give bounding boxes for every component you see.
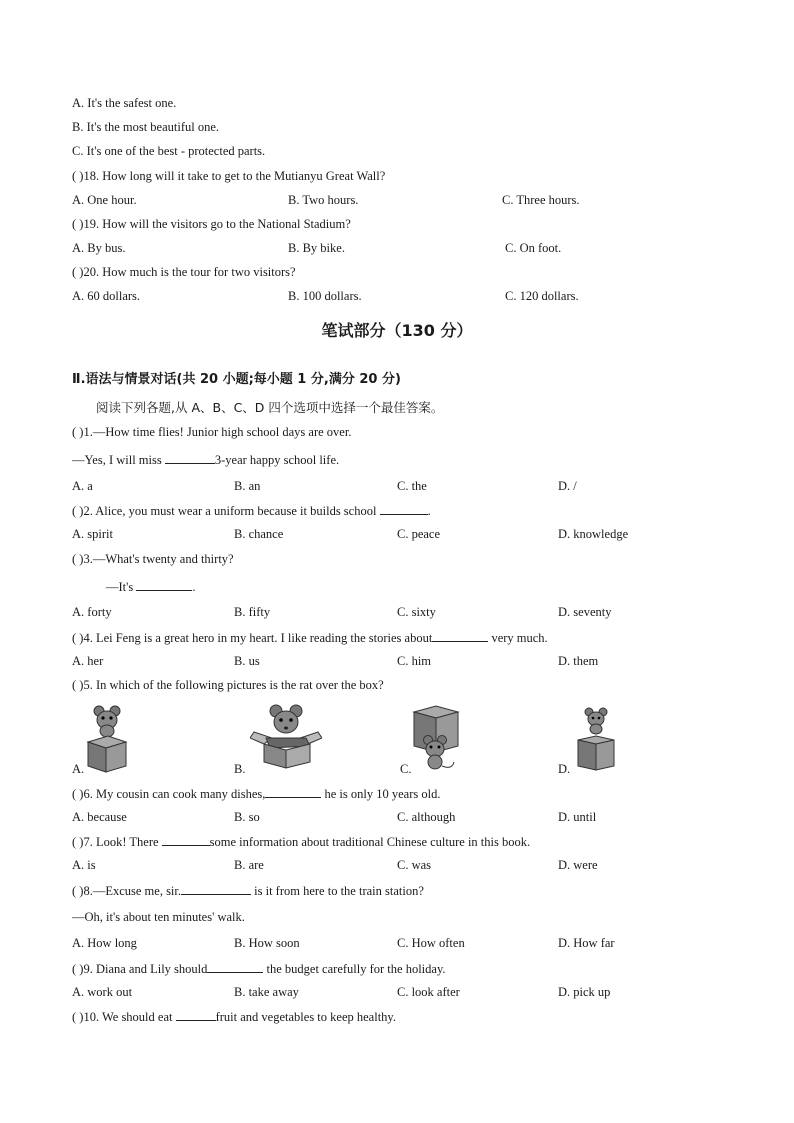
q18-option-b: B. Two hours.: [288, 193, 359, 207]
q1-stem: ( )1.—How time flies! Junior high school days are over.: [72, 425, 352, 439]
section-instruction: 阅读下列各题,从 A、B、C、D 四个选项中选择一个最佳答案。: [96, 400, 444, 415]
q7-stem-text-1: ( )7. Look! There: [72, 835, 162, 849]
box-icon: [578, 736, 614, 770]
answer-blank[interactable]: [162, 834, 210, 846]
q1-reply: [72, 452, 339, 468]
q20-option-c: C. 120 dollars.: [505, 289, 579, 303]
q17-option-c: C. It's one of the best - protected parts.: [72, 144, 266, 158]
q19-option-c: C. On foot.: [505, 241, 562, 255]
q3-option-a: A. forty: [72, 605, 112, 619]
q8-stem-text-2: is it from here to the train station?: [251, 884, 424, 898]
part-title: 笔试部分（130 分）: [321, 321, 473, 340]
q4-stem-text-2: very much.: [488, 631, 548, 645]
q1-option-b: B. an: [234, 479, 261, 493]
picture-a-rat-on-box: [82, 702, 132, 774]
q10-stem-text-2: fruit and vegetables to keep healthy.: [215, 1010, 396, 1024]
q4-option-c: C. him: [397, 654, 432, 668]
q6-option-b: B. so: [234, 810, 260, 824]
q8-option-c: C. How often: [397, 936, 465, 950]
q9-stem-text-2: the budget carefully for the holiday.: [263, 962, 446, 976]
answer-blank[interactable]: [176, 1009, 216, 1021]
answer-blank[interactable]: [207, 961, 263, 973]
answer-blank[interactable]: [380, 503, 428, 515]
q1-reply-text-2: 3-year happy school life.: [214, 453, 340, 467]
q6-stem-text-1: ( )6. My cousin can cook many dishes,: [72, 787, 266, 801]
q4-option-b: B. us: [234, 654, 260, 668]
q20-option-a: A. 60 dollars.: [72, 289, 141, 303]
q8-option-a: A. How long: [72, 936, 137, 950]
q8-option-d: D. How far: [558, 936, 615, 950]
q1-option-d: D. /: [558, 479, 577, 493]
q7-stem: [72, 834, 530, 850]
q8-stem-text-1: ( )8.—Excuse me, sir.: [72, 884, 182, 898]
q8-option-b: B. How soon: [234, 936, 300, 950]
section-title: Ⅱ.语法与情景对话(共 20 小题;每小题 1 分,满分 20 分): [72, 372, 401, 387]
answer-blank[interactable]: [432, 630, 488, 642]
q9-option-a: A. work out: [72, 985, 133, 999]
q9-stem: [72, 961, 446, 977]
answer-blank[interactable]: [265, 786, 321, 798]
q5-stem: ( )5. In which of the following pictures is the rat over the box?: [72, 678, 384, 692]
q17-option-a: A. It's the safest one.: [72, 96, 177, 110]
q7-option-a: A. is: [72, 858, 96, 872]
q4-stem-text-1: ( )4. Lei Feng is a great hero in my heart. I like reading the stories about: [72, 631, 433, 645]
q20-stem: ( )20. How much is the tour for two visitors?: [72, 265, 296, 279]
q5-option-a: A.: [72, 762, 85, 776]
q9-option-c: C. look after: [397, 985, 460, 999]
answer-blank[interactable]: [136, 579, 192, 591]
q3-option-d: D. seventy: [558, 605, 612, 619]
answer-blank[interactable]: [181, 883, 251, 895]
q18-option-a: A. One hour.: [72, 193, 137, 207]
q7-option-d: D. were: [558, 858, 598, 872]
q8-reply: —Oh, it's about ten minutes' walk.: [72, 910, 245, 924]
q7-option-c: C. was: [397, 858, 432, 872]
q6-option-a: A. because: [72, 810, 127, 824]
box-icon: [250, 732, 322, 768]
q4-stem: [72, 630, 548, 646]
q6-option-d: D. until: [558, 810, 597, 824]
q10-stem-text-1: ( )10. We should eat: [72, 1010, 176, 1024]
picture-b-rat-in-box: [250, 702, 322, 770]
q5-option-c: C.: [400, 762, 412, 776]
q3-reply-text-2: .: [192, 580, 196, 594]
q17-option-b: B. It's the most beautiful one.: [72, 120, 220, 134]
q2-option-a: A. spirit: [72, 527, 113, 541]
q18-option-c: C. Three hours.: [502, 193, 580, 207]
q2-stem: [72, 503, 431, 519]
q2-option-c: C. peace: [397, 527, 441, 541]
q20-option-b: B. 100 dollars.: [288, 289, 362, 303]
q1-option-a: A. a: [72, 479, 93, 493]
q19-option-b: B. By bike.: [288, 241, 345, 255]
box-icon: [88, 736, 126, 772]
q7-stem-text-2: some information about traditional Chinese culture in this book.: [209, 835, 531, 849]
q1-reply-text-1: —Yes, I will miss: [72, 453, 165, 467]
rat-icon: [270, 705, 302, 733]
q2-option-b: B. chance: [234, 527, 284, 541]
q18-stem: ( )18. How long will it take to get to the Mutianyu Great Wall?: [72, 169, 386, 183]
rat-icon: [94, 706, 120, 737]
q3-option-b: B. fifty: [234, 605, 271, 619]
q9-option-b: B. take away: [234, 985, 299, 999]
q4-option-a: A. her: [72, 654, 104, 668]
q3-reply-text-1: —It's: [106, 580, 137, 594]
q19-stem: ( )19. How will the visitors go to the National Stadium?: [72, 217, 351, 231]
q6-stem-text-2: he is only 10 years old.: [321, 787, 441, 801]
q2-stem-text-2: .: [427, 504, 431, 518]
q5-option-d: D.: [558, 762, 571, 776]
q2-option-d: D. knowledge: [558, 527, 629, 541]
q1-option-c: C. the: [397, 479, 427, 493]
picture-c-rat-in-front-of-box: [410, 704, 462, 772]
q6-option-c: C. although: [397, 810, 456, 824]
q2-stem-text-1: ( )2. Alice, you must wear a uniform because it builds school: [72, 504, 380, 518]
q10-stem: [72, 1009, 396, 1025]
q4-option-d: D. them: [558, 654, 599, 668]
q9-stem-text-1: ( )9. Diana and Lily should: [72, 962, 208, 976]
q3-reply: [106, 579, 196, 595]
q3-option-c: C. sixty: [397, 605, 436, 619]
q3-stem: ( )3.—What's twenty and thirty?: [72, 552, 234, 566]
rat-icon: [585, 708, 607, 734]
picture-d-rat-over-box: [574, 706, 618, 774]
q9-option-d: D. pick up: [558, 985, 611, 999]
q6-stem: [72, 786, 440, 802]
answer-blank[interactable]: [165, 452, 215, 464]
q19-option-a: A. By bus.: [72, 241, 126, 255]
q7-option-b: B. are: [234, 858, 264, 872]
q8-stem: [72, 883, 424, 899]
q5-option-b: B.: [234, 762, 246, 776]
